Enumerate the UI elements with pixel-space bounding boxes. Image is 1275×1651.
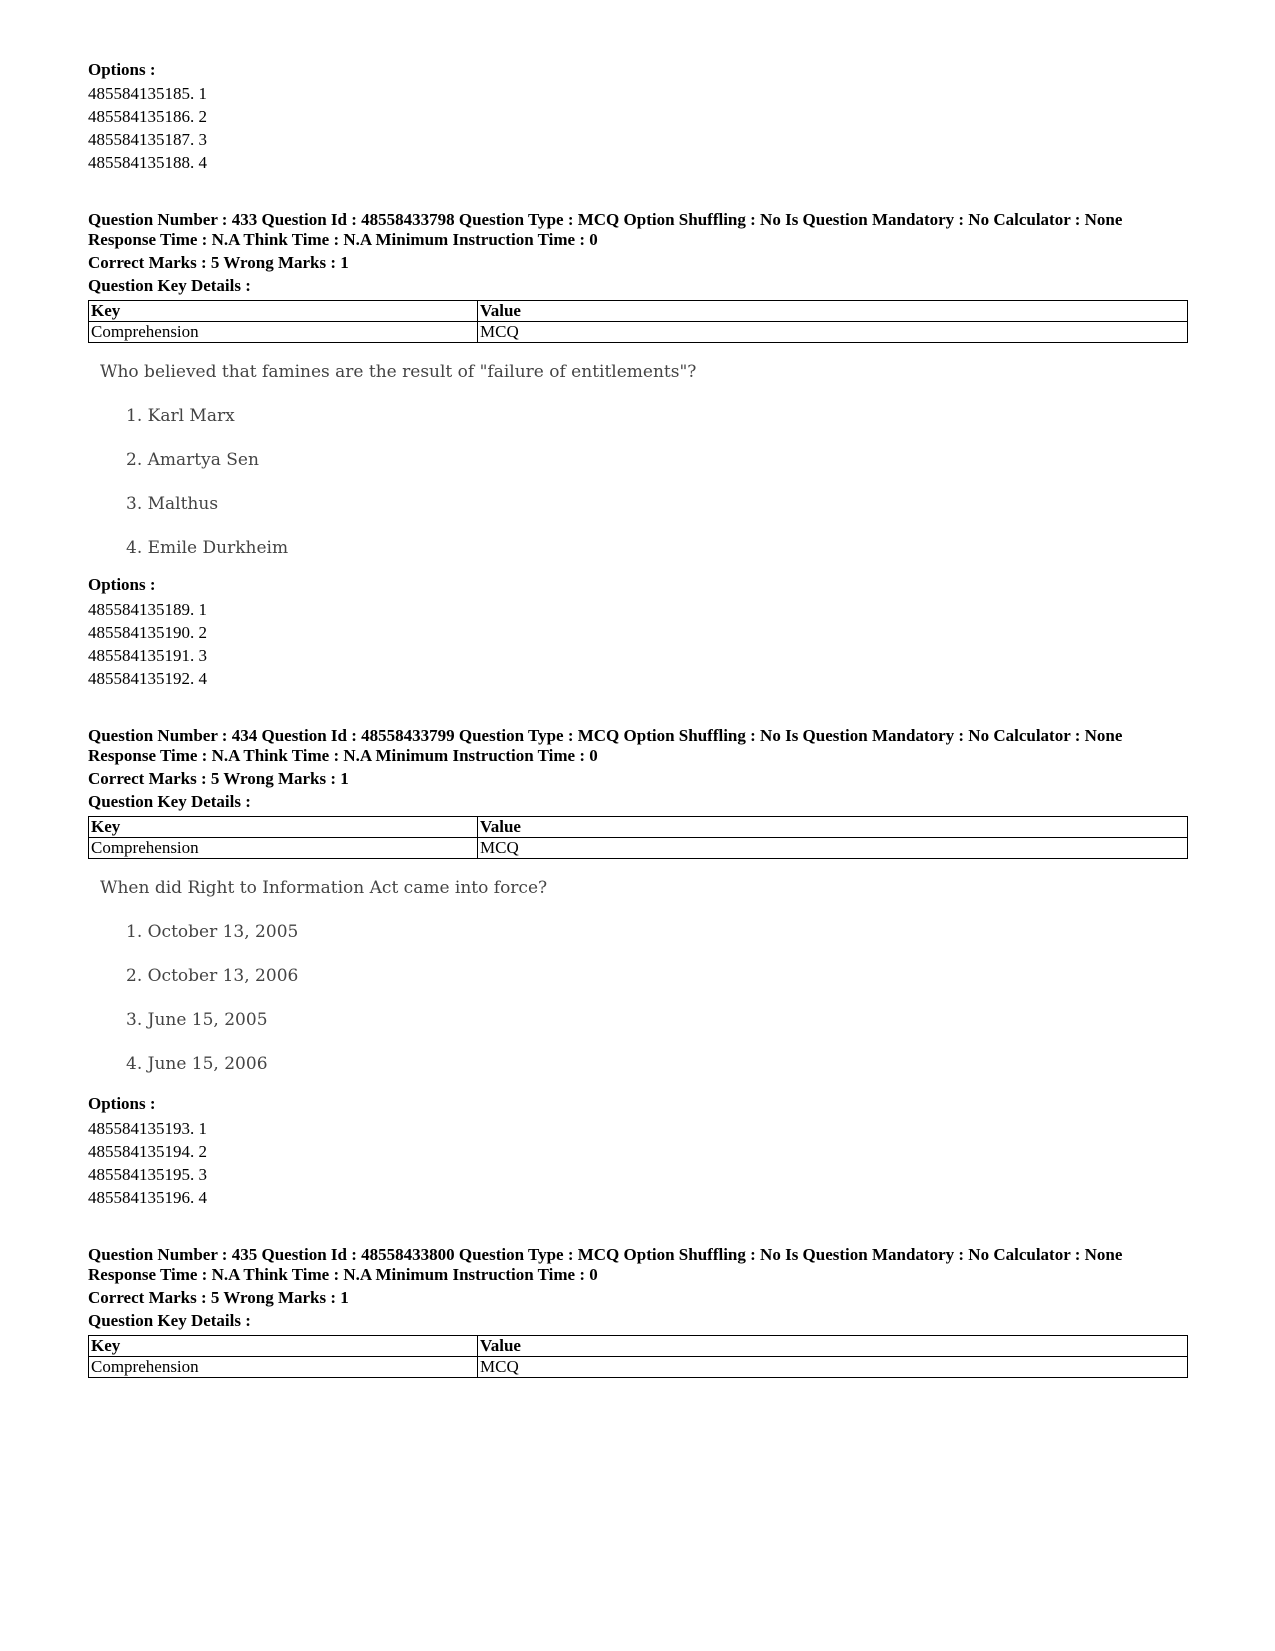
options-label: Options : — [88, 575, 156, 594]
option-item: 485584135193. 1 — [88, 1119, 207, 1138]
table-header-value: Value — [478, 301, 1188, 322]
choice-item: 1. Karl Marx — [126, 406, 235, 426]
marks-line: Correct Marks : 5 Wrong Marks : 1 — [88, 253, 349, 272]
option-item: 485584135190. 2 — [88, 623, 207, 642]
option-item: 485584135187. 3 — [88, 130, 207, 149]
table-cell-value: MCQ — [478, 322, 1188, 343]
table-header-key: Key — [89, 817, 478, 838]
key-details-table — [88, 816, 1188, 859]
options-list — [88, 1117, 207, 1209]
options-list — [88, 82, 207, 174]
choice-item: 1. October 13, 2005 — [126, 922, 299, 942]
key-details-label: Question Key Details : — [88, 1311, 251, 1330]
key-details-label: Question Key Details : — [88, 276, 251, 295]
option-item: 485584135195. 3 — [88, 1165, 207, 1184]
question-text: When did Right to Information Act came into force? — [100, 878, 548, 898]
marks-line: Correct Marks : 5 Wrong Marks : 1 — [88, 769, 349, 788]
table-header-key: Key — [89, 1336, 478, 1357]
table-cell-key: Comprehension — [89, 838, 478, 859]
table-cell-value: MCQ — [478, 1357, 1188, 1378]
table-header-value: Value — [478, 1336, 1188, 1357]
option-item: 485584135185. 1 — [88, 84, 207, 103]
table-header-key: Key — [89, 301, 478, 322]
option-item: 485584135189. 1 — [88, 600, 207, 619]
question-header-line1: Question Number : 433 Question Id : 48558433798 Question Type : MCQ Option Shuffling : No Is Question Mandatory : No Calculator : None — [88, 210, 1123, 229]
option-item: 485584135196. 4 — [88, 1188, 207, 1207]
options-label: Options : — [88, 1094, 156, 1113]
choice-item: 4. Emile Durkheim — [126, 538, 289, 558]
question-header-line2: Response Time : N.A Think Time : N.A Minimum Instruction Time : 0 — [88, 230, 598, 249]
marks-line: Correct Marks : 5 Wrong Marks : 1 — [88, 1288, 349, 1307]
question-header-line2: Response Time : N.A Think Time : N.A Minimum Instruction Time : 0 — [88, 746, 598, 765]
key-details-label: Question Key Details : — [88, 792, 251, 811]
choice-item: 3. June 15, 2005 — [126, 1010, 268, 1030]
option-item: 485584135186. 2 — [88, 107, 207, 126]
key-details-table — [88, 1335, 1188, 1378]
choice-item: 3. Malthus — [126, 494, 219, 514]
table-cell-value: MCQ — [478, 838, 1188, 859]
choice-item: 2. Amartya Sen — [126, 450, 259, 470]
table-cell-key: Comprehension — [89, 322, 478, 343]
options-label: Options : — [88, 60, 156, 79]
option-item: 485584135192. 4 — [88, 669, 207, 688]
question-text: Who believed that famines are the result of "failure of entitlements"? — [100, 362, 697, 382]
options-list — [88, 598, 207, 690]
option-item: 485584135191. 3 — [88, 646, 207, 665]
table-header-value: Value — [478, 817, 1188, 838]
table-cell-key: Comprehension — [89, 1357, 478, 1378]
option-item: 485584135188. 4 — [88, 153, 207, 172]
question-header-line2: Response Time : N.A Think Time : N.A Minimum Instruction Time : 0 — [88, 1265, 598, 1284]
choice-item: 2. October 13, 2006 — [126, 966, 299, 986]
choice-item: 4. June 15, 2006 — [126, 1054, 268, 1074]
question-header-line1: Question Number : 434 Question Id : 48558433799 Question Type : MCQ Option Shuffling : No Is Question Mandatory : No Calculator : None — [88, 726, 1123, 745]
question-header-line1: Question Number : 435 Question Id : 48558433800 Question Type : MCQ Option Shuffling : No Is Question Mandatory : No Calculator : None — [88, 1245, 1123, 1264]
option-item: 485584135194. 2 — [88, 1142, 207, 1161]
key-details-table — [88, 300, 1188, 343]
